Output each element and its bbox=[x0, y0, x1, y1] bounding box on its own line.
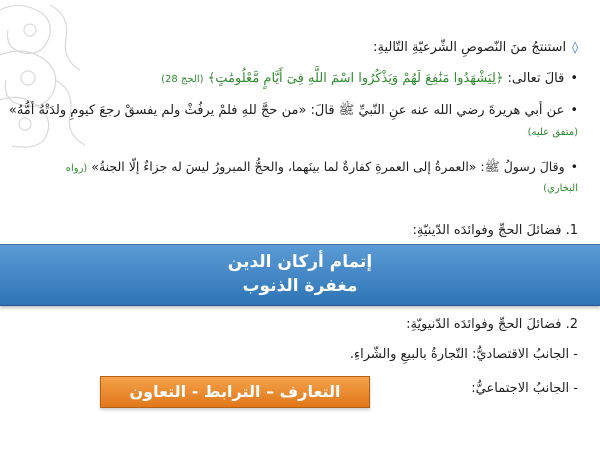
hadith-1-reference: (متفق عليه) bbox=[527, 127, 578, 138]
economic-aspect: - الجانبُ الاقتصاديُّ: التّجارةُ بالبيعِ والشّراءِ. bbox=[349, 347, 578, 362]
hadith-2-reference-a: (رواه bbox=[65, 163, 88, 174]
decorative-pattern bbox=[0, 0, 92, 150]
hadith-2-reference-b: البخاري) bbox=[543, 183, 578, 194]
list-item-hadith-2 bbox=[66, 158, 578, 178]
hadith-text: عن أبي هريرةَ رضي الله عنه عنِ النّبيِّ ﷺ قالَ: «من حجَّ للهِ فلمْ يرفُثْ ولم يفسقْ رجعَ كيومِ ولدَتْهُ أمُّهُ» bbox=[8, 103, 565, 118]
section-1-title: 1. فضائلَ الحجِّ وفوائدَه الدّينيّةِ: bbox=[412, 223, 578, 238]
answer-banner-religious bbox=[0, 244, 600, 306]
bullet-icon: • bbox=[570, 71, 578, 86]
heading-line bbox=[373, 38, 578, 57]
bullet-icon: • bbox=[570, 103, 578, 118]
quran-verse: ﴿لِيَشْهَدُوا مَنَٰفِعَ لَهُمْ وَيَذْكُرُوا اسْمَ اللَّهِ فِىٓ أَيَّامٍ مَّعْلُومَٰتٍ﴾ bbox=[207, 71, 504, 86]
banner-line-2: مغفرة الذنوب bbox=[242, 276, 358, 296]
section-2-title: 2. فضائلَ الحجِّ وفوائدَه الدّنيويّةِ: bbox=[406, 317, 578, 332]
list-item-quran bbox=[161, 70, 578, 89]
social-aspect: - الجانبُ الاجتماعيُّ: bbox=[471, 381, 578, 396]
list-item-hadith-1 bbox=[9, 102, 578, 120]
item-prefix: قالَ تعالى: bbox=[507, 71, 565, 86]
diamond-bullet-icon: ◊ bbox=[572, 40, 578, 54]
verse-reference: (الحج 28) bbox=[161, 74, 204, 85]
answer-banner-social: التعارف – الترابط - التعاون bbox=[100, 376, 370, 408]
heading-text: استنتجُ منَ النّصوصِ الشّرعيّةِ التّاليةِ: bbox=[373, 40, 567, 55]
bullet-icon: • bbox=[570, 159, 578, 174]
banner-line-1: إتمام أركان الدين bbox=[227, 252, 373, 272]
hadith-text: وقالَ رسولُ ﷺ: «العمرةُ إلى العمرةِ كفارةٌ لما بينَهما، والحجُّ المبرورُ ليسَ له جزاءٌ إلّا الجنةُ» bbox=[91, 159, 565, 174]
